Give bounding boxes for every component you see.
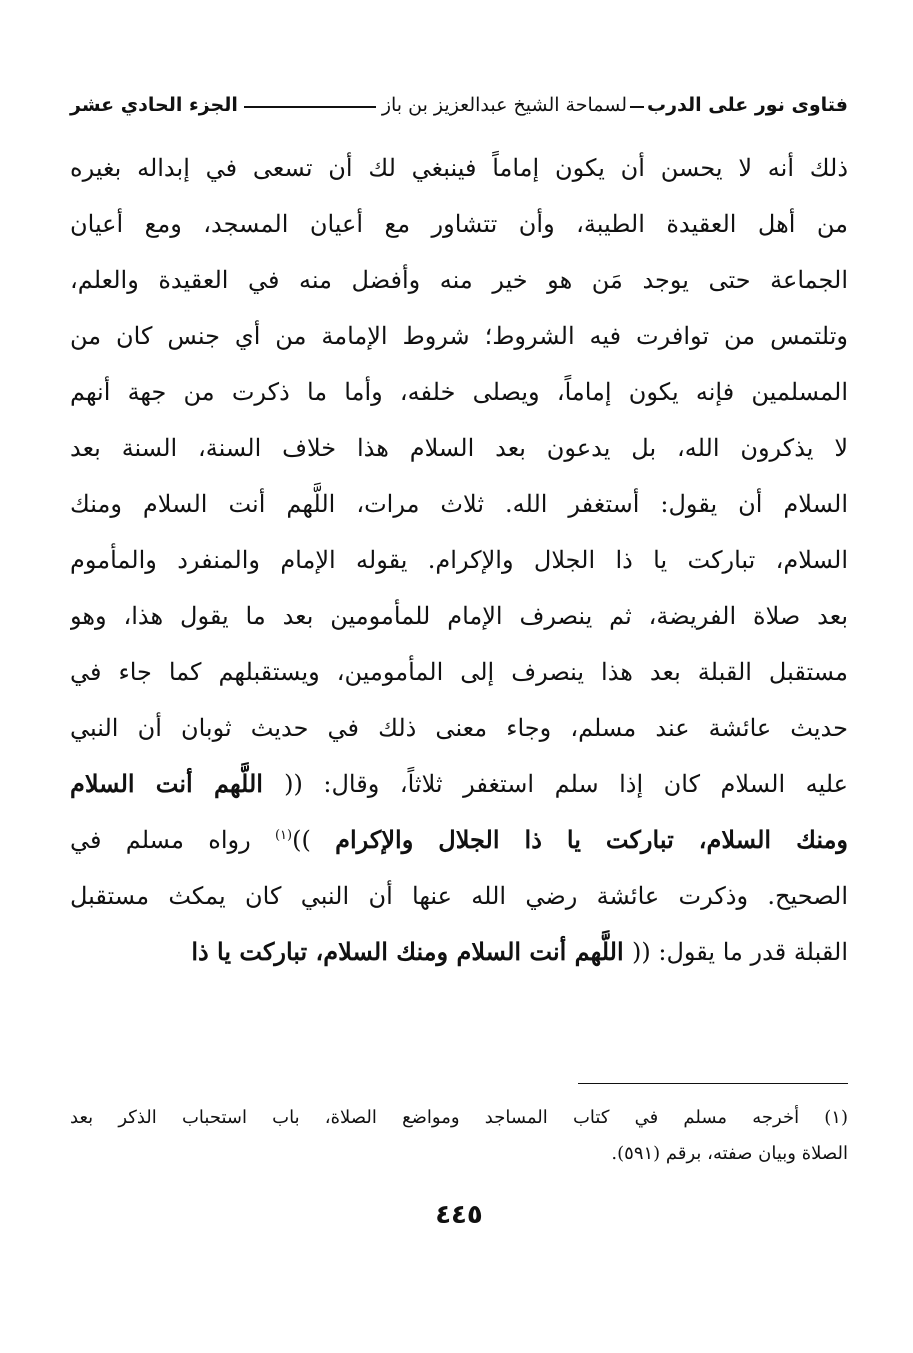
text-line: مستقبل القبلة بعد هذا ينصرف إلى المأمومين، ويستقبلهم كما جاء في bbox=[70, 658, 848, 686]
footnote bbox=[70, 1100, 848, 1172]
text-line bbox=[70, 812, 848, 868]
text-line: لا يذكرون الله، بل يدعون بعد السلام هذا خلاف السنة، السنة بعد bbox=[70, 434, 848, 462]
footnote-line: (١) أخرجه مسلم في كتاب المساجد ومواضع الصلاة، باب استحباب الذكر بعد bbox=[70, 1107, 848, 1128]
footnote-marker[interactable]: (١) bbox=[274, 828, 293, 843]
text-line: حديث عائشة عند مسلم، وجاء معنى ذلك في حديث ثوبان أن النبي bbox=[70, 714, 848, 742]
plain-text: رواه مسلم في bbox=[70, 826, 275, 854]
text-line: المسلمين فإنه يكون إماماً، ويصلى خلفه، وأما ما ذكرت من جهة أنهم bbox=[70, 378, 848, 406]
author-name: لسماحة الشيخ عبدالعزيز بن باز bbox=[381, 94, 627, 116]
header-rule bbox=[244, 106, 376, 108]
header-dash bbox=[630, 106, 644, 108]
book-page bbox=[70, 82, 848, 1312]
plain-text: عليه السلام كان إذا سلم استغفر ثلاثاً، وقال: (( bbox=[284, 770, 848, 798]
footnote-line: الصلاة وبيان صفته، برقم (٥٩١). bbox=[611, 1143, 848, 1164]
text-line: السلام أن يقول: أستغفر الله. ثلاث مرات، اللَّهم أنت السلام ومنك bbox=[70, 490, 848, 518]
text-line: بعد صلاة الفريضة، ثم ينصرف الإمام للمأمومين بعد ما يقول هذا، وهو bbox=[70, 602, 848, 630]
text-line: السلام، تباركت يا ذا الجلال والإكرام. يقوله الإمام والمنفرد والمأموم bbox=[70, 546, 848, 574]
text-line bbox=[70, 924, 848, 980]
hadith-quote: اللَّهم أنت السلام bbox=[70, 769, 285, 798]
text-line: من أهل العقيدة الطيبة، وأن تتشاور مع أعيان المسجد، ومع أعيان bbox=[70, 210, 848, 238]
hadith-quote: اللَّهم أنت السلام ومنك السلام، تباركت يا ذا bbox=[191, 937, 632, 966]
page-number: ٤٤٥ bbox=[435, 1200, 483, 1230]
text-line: وتلتمس من توافرت فيه الشروط؛ شروط الإمامة من أي جنس كان من bbox=[70, 322, 848, 350]
footnote-separator bbox=[578, 1083, 848, 1084]
plain-text: القبلة قدر ما يقول: (( bbox=[632, 938, 848, 966]
main-text bbox=[70, 140, 848, 980]
text-line bbox=[70, 756, 848, 812]
hadith-quote: ومنك السلام، تباركت يا ذا الجلال والإكرام bbox=[335, 825, 848, 854]
volume-label: الجزء الحادي عشر bbox=[70, 94, 238, 116]
text-line: الصحيح. وذكرت عائشة رضي الله عنها أن النبي كان يمكث مستقبل bbox=[70, 882, 848, 910]
text-line: ذلك أنه لا يحسن أن يكون إماماً فينبغي لك أن تسعى في إبداله بغيره bbox=[70, 154, 848, 182]
text-line: الجماعة حتى يوجد مَن هو خير منه وأفضل منه في العقيدة والعلم، bbox=[70, 266, 848, 294]
series-title: فتاوى نور على الدرب bbox=[647, 94, 848, 116]
running-header bbox=[70, 82, 848, 116]
quote-close: )) bbox=[292, 826, 336, 854]
